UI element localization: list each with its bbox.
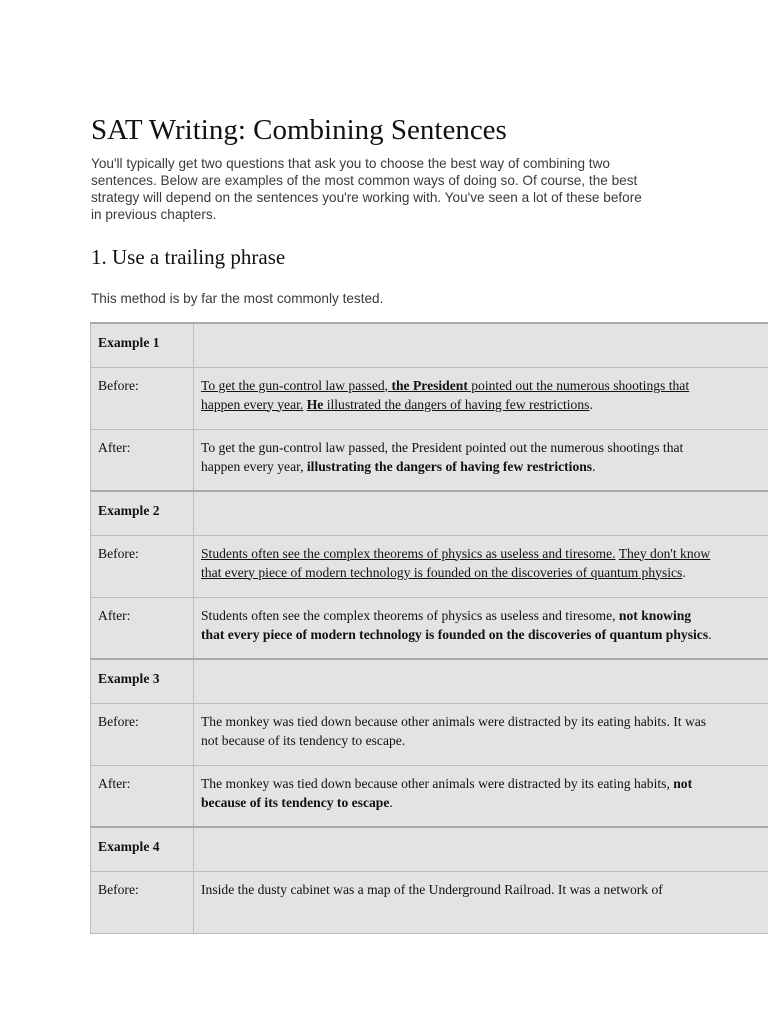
text-segment: .	[592, 458, 596, 474]
example-title: Example 2	[98, 503, 160, 518]
text-segment: pointed out the numerous shootings that	[467, 377, 690, 393]
example-header-row	[91, 659, 768, 703]
text-segment: Inside the dusty cabinet was a map of the Underground Railroad. It was a network of	[201, 881, 663, 897]
after-label: After:	[98, 607, 131, 623]
text-segment: .	[389, 794, 393, 810]
text-segment: not because of its tendency to escape.	[201, 732, 406, 748]
text-segment: He	[306, 396, 324, 412]
example-text	[201, 774, 767, 812]
before-label-cell	[91, 367, 194, 429]
text-segment: that every piece of modern technology is founded on the discoveries of quantum physics	[201, 564, 683, 580]
before-label: Before:	[98, 713, 139, 729]
example-title-cell	[91, 323, 194, 367]
text-segment: happen every year,	[201, 458, 307, 474]
text-segment: the President	[391, 377, 468, 393]
intro-line: sentences. Below are examples of the most common ways of doing so. Of course, the best	[91, 173, 638, 188]
example-text	[201, 376, 767, 414]
before-text-cell	[194, 535, 768, 597]
after-label-cell	[91, 429, 194, 491]
example-text	[201, 438, 767, 476]
before-label: Before:	[98, 377, 139, 393]
examples-table-body	[91, 323, 768, 933]
before-label: Before:	[98, 881, 139, 897]
text-segment: .	[708, 626, 712, 642]
example-header-blank-cell	[194, 659, 768, 703]
after-label: After:	[98, 439, 131, 455]
text-segment: Students often see the complex theorems of physics as useless and tiresome.	[201, 545, 616, 561]
section-heading: 1. Use a trailing phrase	[91, 245, 286, 269]
example-title: Example 1	[98, 335, 160, 350]
example-title-cell	[91, 491, 194, 535]
page-title: SAT Writing: Combining Sentences	[91, 114, 507, 146]
example-text	[201, 606, 767, 644]
example-text	[201, 544, 767, 582]
before-label-cell	[91, 871, 194, 933]
example-title-cell	[91, 659, 194, 703]
after-row	[91, 597, 768, 659]
before-row	[91, 703, 768, 765]
text-segment: To get the gun-control law passed,	[201, 377, 392, 393]
text-segment: .	[589, 396, 593, 412]
text-segment: not	[673, 775, 693, 791]
text-segment: .	[682, 564, 686, 580]
example-title: Example 4	[98, 839, 160, 854]
after-row	[91, 765, 768, 827]
example-text	[201, 880, 767, 899]
text-segment: They don't know	[618, 545, 711, 561]
example-text	[201, 712, 767, 750]
text-segment: not knowing	[618, 607, 692, 623]
before-text-cell	[194, 871, 768, 933]
text-segment: The monkey was tied down because other animals were distracted by its eating habits,	[201, 775, 674, 791]
example-title-cell	[91, 827, 194, 871]
text-segment: happen every year.	[201, 396, 304, 412]
before-row	[91, 871, 768, 933]
example-header-row	[91, 491, 768, 535]
before-text-cell	[194, 703, 768, 765]
text-segment: Students often see the complex theorems of physics as useless and tiresome,	[201, 607, 619, 623]
example-header-blank-cell	[194, 827, 768, 871]
before-label-cell	[91, 703, 194, 765]
text-segment: illustrated the dangers of having few restrictions	[323, 396, 590, 412]
intro-paragraph	[91, 155, 691, 223]
text-segment: The monkey was tied down because other animals were distracted by its eating habits. It was	[201, 713, 707, 729]
after-text-cell	[194, 597, 768, 659]
before-row	[91, 535, 768, 597]
before-row	[91, 367, 768, 429]
after-row	[91, 429, 768, 491]
section-note: This method is by far the most commonly tested.	[91, 291, 384, 306]
example-header-row	[91, 827, 768, 871]
intro-line: You'll typically get two questions that ask you to choose the best way of combining two	[91, 156, 610, 171]
examples-table	[90, 322, 768, 934]
intro-line: in previous chapters.	[91, 207, 217, 222]
after-text-cell	[194, 429, 768, 491]
after-label-cell	[91, 597, 194, 659]
example-title: Example 3	[98, 671, 160, 686]
example-header-blank-cell	[194, 491, 768, 535]
text-segment: because of its tendency to escape	[201, 794, 390, 810]
text-segment: To get the gun-control law passed, the President pointed out the numerous shootings that	[201, 439, 684, 455]
after-text-cell	[194, 765, 768, 827]
example-header-row	[91, 323, 768, 367]
after-label-cell	[91, 765, 194, 827]
after-label: After:	[98, 775, 131, 791]
text-segment: illustrating the dangers of having few restrictions	[306, 458, 593, 474]
text-segment: that every piece of modern technology is founded on the discoveries of quantum physics	[201, 626, 709, 642]
before-text-cell	[194, 367, 768, 429]
intro-line: strategy will depend on the sentences you're working with. You've seen a lot of these before	[91, 190, 642, 205]
before-label-cell	[91, 535, 194, 597]
before-label: Before:	[98, 545, 139, 561]
example-header-blank-cell	[194, 323, 768, 367]
